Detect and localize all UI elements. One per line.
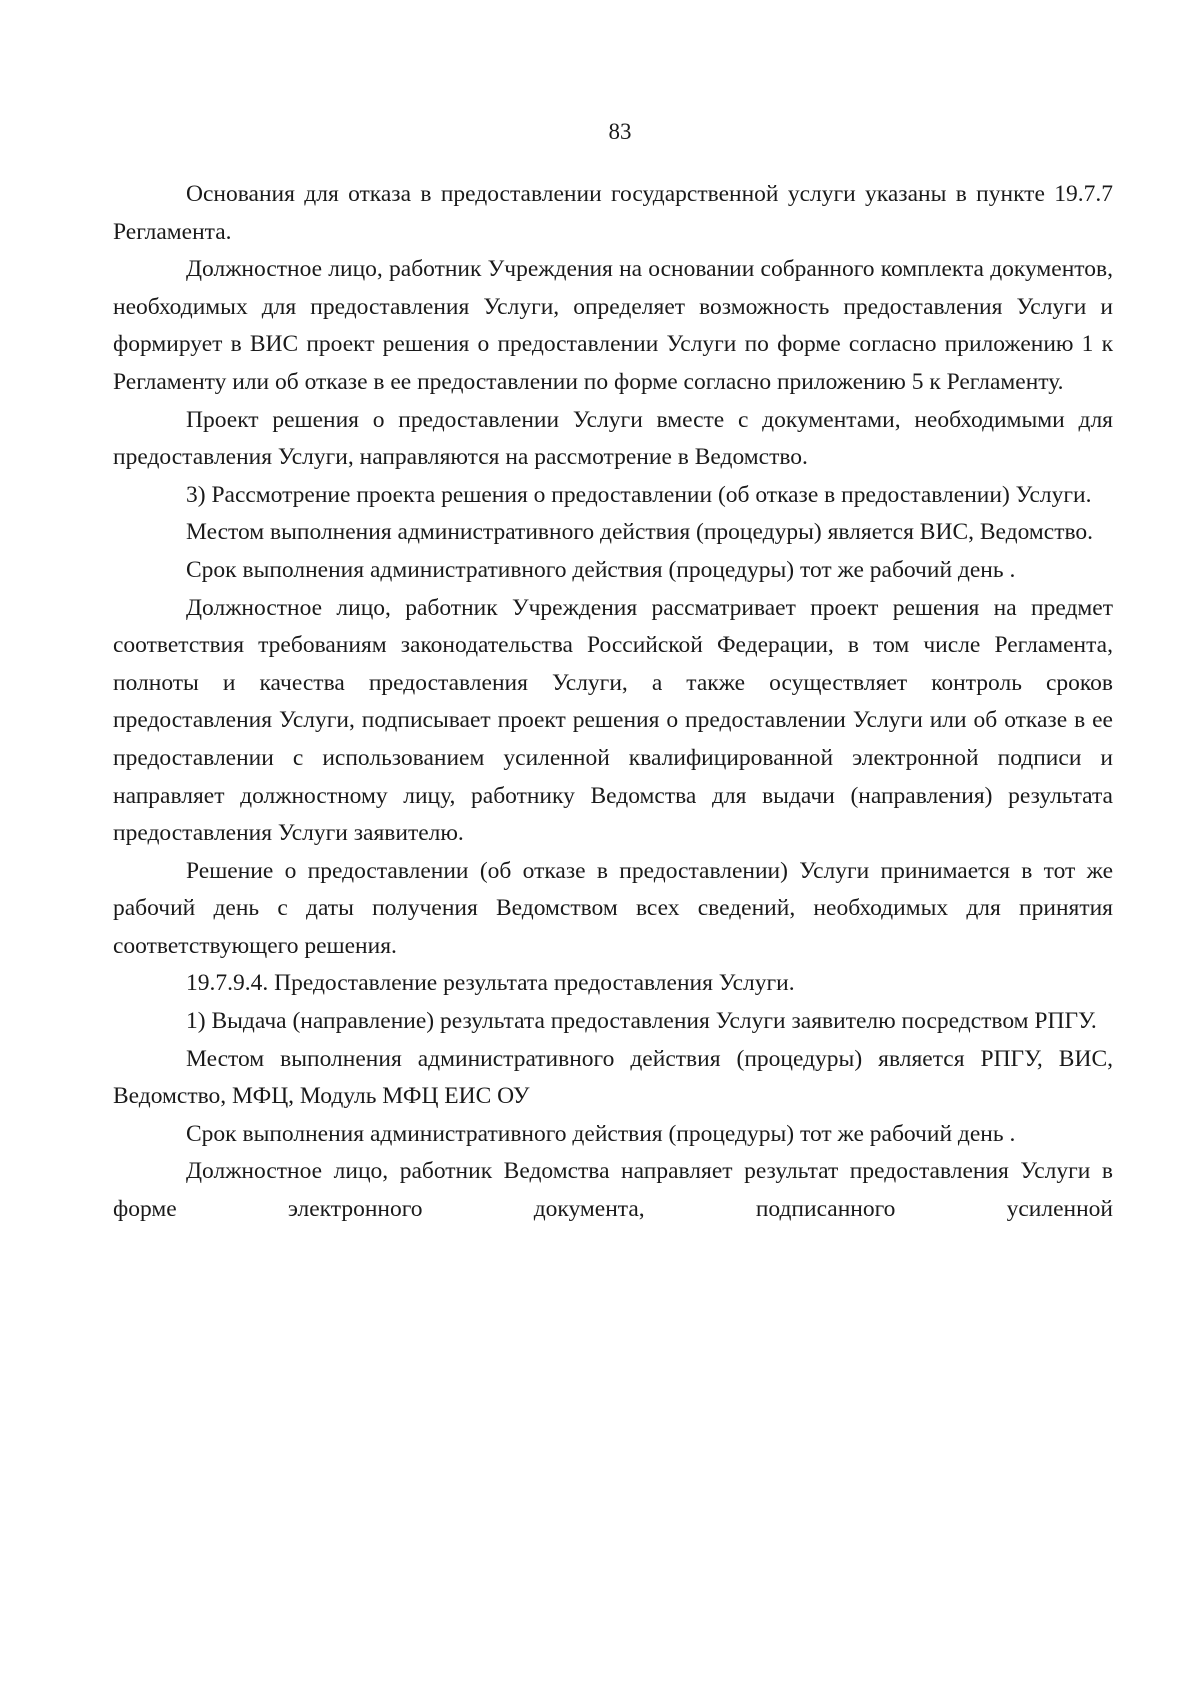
paragraph: Местом выполнения административного действия (процедуры) является РПГУ, ВИС, Ведомство, МФЦ, Модуль МФЦ ЕИС ОУ [113, 1045, 1113, 1110]
document-body [113, 176, 1113, 1229]
paragraph: Срок выполнения административного действия (процедуры) тот же рабочий день . [186, 556, 1016, 583]
paragraph: Должностное лицо, работник Ведомства направляет результат предоставления Услуги в форме электронного документа, подписанного усиленной [113, 1158, 1113, 1223]
paragraph: Основания для отказа в предоставлении государственной услуги указаны в пункте 19.7.7 Регламента. [113, 181, 1113, 245]
paragraph: Решение о предоставлении (об отказе в предоставлении) Услуги принимается в тот же рабочий день с даты получения Ведомством всех сведений, необходимых для принятия соответствующего решения. [113, 857, 1113, 959]
paragraph: Должностное лицо, работник Учреждения на основании собранного комплекта документов, необходимых для предоставления Услуги, определяет возможность предоставления Услуги и формирует в ВИС проект решения о предоставлении Услуги по форме согласно приложению 1 к Регламенту или об отказе в ее предоставлении по форме согласно приложению 5 к Регламенту. [113, 256, 1113, 395]
paragraph: 1) Выдача (направление) результата предоставления Услуги заявителю посредством РПГУ. [186, 1008, 1097, 1035]
page-number: 83 [608, 119, 632, 144]
paragraph: Проект решения о предоставлении Услуги вместе с документами, необходимыми для предоставления Услуги, направляются на рассмотрение в Ведомство. [113, 406, 1113, 471]
paragraph: 3) Рассмотрение проекта решения о предоставлении (об отказе в предоставлении) Услуги. [186, 481, 1092, 508]
paragraph: Должностное лицо, работник Учреждения рассматривает проект решения на предмет соответствия требованиям законодательства Российской Федерации, в том числе Регламента, полноты и качества предоставления Услуги, а также осуществляет контроль сроков предоставления Услуги, подписывает проект решения о предоставлении Услуги или об отказе в ее предоставлении с использованием усиленной квалифицированной электронной подписи и направляет должностному лицу, работнику Ведомства для выдачи (направления) результата предоставления Услуги заявителю. [113, 594, 1113, 847]
section-heading: 19.7.9.4. Предоставление результата предоставления Услуги. [186, 970, 795, 997]
paragraph: Местом выполнения административного действия (процедуры) является ВИС, Ведомство. [186, 519, 1094, 546]
paragraph: Срок выполнения административного действия (процедуры) тот же рабочий день . [186, 1120, 1016, 1147]
